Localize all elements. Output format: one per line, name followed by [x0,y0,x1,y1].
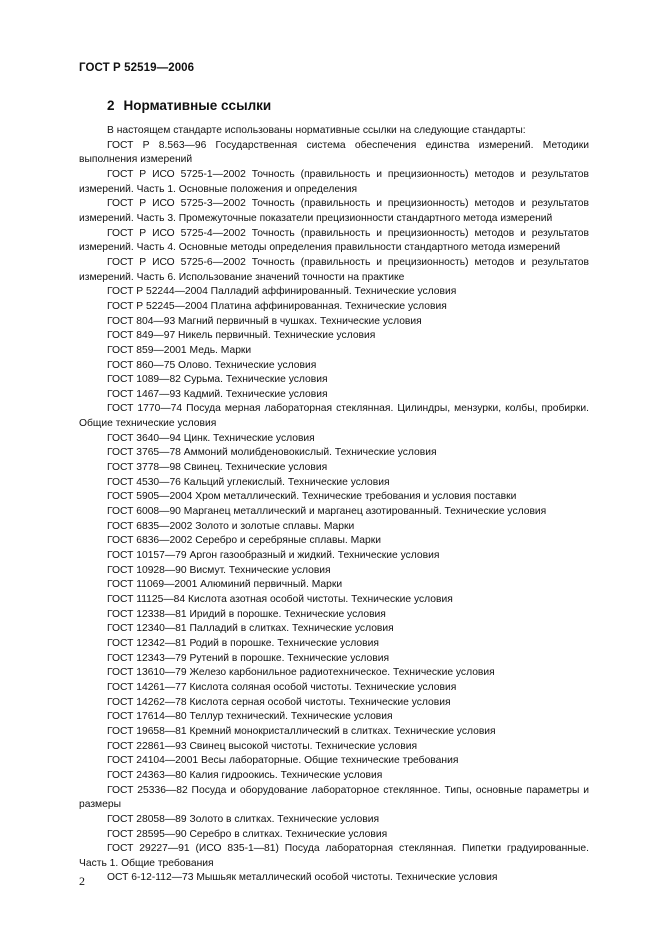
reference-item: ГОСТ 12340—81 Палладий в слитках. Технические условия [107,623,394,635]
reference-item: ГОСТ 24104—2001 Весы лабораторные. Общие технические требования [107,755,459,767]
reference-item: ГОСТ 860—75 Олово. Технические условия [107,359,317,371]
reference-item: ГОСТ 859—2001 Медь. Марки [107,344,252,356]
reference-item: ГОСТ Р ИСО 5725-1—2002 Точность (правильность и прецизионность) методов и результатов измерений. Часть 1. Основные положения и определения [79,168,589,195]
reference-item: ГОСТ Р ИСО 5725-6—2002 Точность (правильность и прецизионность) методов и результатов измерений. Часть 6. Использование значений точности на практике [79,256,589,283]
reference-item: ГОСТ 6008—90 Марганец металлический и марганец азотированный. Технические условия [107,506,547,518]
reference-item: ГОСТ 25336—82 Посуда и оборудование лабораторное стеклянное. Типы, основные параметры и размеры [79,784,589,811]
reference-item: ГОСТ Р ИСО 5725-3—2002 Точность (правильность и прецизионность) методов и результатов измерений. Часть 3. Промежуточные показатели прецизионности стандартного метода измерений [79,198,589,224]
intro-paragraph: В настоящем стандарте использованы нормативные ссылки на следующие стандарты: [107,125,526,136]
reference-item: ГОСТ 1770—74 Посуда мерная лабораторная стеклянная. Цилиндры, мензурки, колбы, пробирки. Общие технические условия [79,403,589,430]
reference-item: ГОСТ 11125—84 Кислота азотная особой чистоты. Технические условия [107,594,453,605]
reference-item: ГОСТ 6836—2002 Серебро и серебряные сплавы. Марки [107,535,381,547]
reference-item: ГОСТ 12342—81 Родий в порошке. Технические условия [107,637,379,649]
reference-item: ГОСТ 10157—79 Аргон газообразный и жидкий. Технические условия [107,550,440,562]
reference-item: ГОСТ Р ИСО 5725-4—2002 Точность (правильность и прецизионность) методов и результатов измерений. Часть 4. Основные методы определения правильности стандартного метода измерений [79,227,589,254]
reference-item: ГОСТ 14261—77 Кислота соляная особой чистоты. Технические условия [107,681,457,693]
references-body [79,124,589,886]
reference-item: ГОСТ 13610—79 Железо карбонильное радиотехническое. Технические условия [107,667,495,679]
reference-item: ГОСТ 5905—2004 Хром металлический. Технические требования и условия поставки [107,491,517,503]
reference-item: ГОСТ 22861—93 Свинец высокой чистоты. Технические условия [107,740,418,752]
document-header: ГОСТ Р 52519—2006 [79,62,195,74]
reference-item: ГОСТ 11069—2001 Алюминий первичный. Марки [107,579,343,591]
reference-item: ГОСТ 28595—90 Серебро в слитках. Технические условия [107,828,388,840]
section-heading [107,98,271,113]
section-title: Нормативные ссылки [123,98,272,113]
reference-item: ГОСТ 849—97 Никель первичный. Технические условия [107,330,376,342]
reference-item: ГОСТ 12338—81 Иридий в порошке. Технические условия [107,608,386,620]
section-number: 2 [107,98,115,113]
reference-item: ГОСТ 19658—81 Кремний монокристаллический в слитках. Технические условия [107,725,496,737]
reference-item: ГОСТ 10928—90 Висмут. Технические условия [107,564,331,576]
reference-item: ГОСТ 24363—80 Калия гидроокись. Технические условия [107,769,383,781]
reference-item: ГОСТ 1089—82 Сурьма. Технические условия [107,374,328,386]
reference-item: ГОСТ 14262—78 Кислота серная особой чистоты. Технические условия [107,696,451,708]
reference-item: ГОСТ 17614—80 Теллур технический. Технические условия [107,711,393,723]
reference-item: ГОСТ Р 52245—2004 Платина аффинированная. Технические условия [107,300,447,312]
reference-item: ГОСТ Р 8.563—96 Государственная система обеспечения единства измерений. Методики выполнения измерений [79,139,589,166]
reference-item: ГОСТ 3778—98 Свинец. Технические условия [107,462,328,474]
reference-list [79,139,589,886]
reference-item: ГОСТ 4530—76 Кальций углекислый. Технические условия [107,476,390,488]
reference-item: ГОСТ 6835—2002 Золото и золотые сплавы. Марки [107,520,355,532]
reference-item: ГОСТ 29227—91 (ИСО 835-1—81) Посуда лабораторная стеклянная. Пипетки градуированные. Часть 1. Общие требования [79,843,589,869]
reference-item: ГОСТ 804—93 Магний первичный в чушках. Технические условия [107,315,422,327]
reference-item: ГОСТ 1467—93 Кадмий. Технические условия [107,388,328,400]
reference-item: ГОСТ Р 52244—2004 Палладий аффинированный. Технические условия [107,286,457,298]
reference-item: ОСТ 6-12-112—73 Мышьяк металлический особой чистоты. Технические условия [107,872,498,884]
page-number: 2 [79,874,85,888]
reference-item: ГОСТ 3640—94 Цинк. Технические условия [107,432,315,444]
reference-item: ГОСТ 28058—89 Золото в слитках. Технические условия [107,813,380,825]
reference-item: ГОСТ 3765—78 Аммоний молибденовокислый. Технические условия [107,447,437,459]
reference-item: ГОСТ 12343—79 Рутений в порошке. Технические условия [107,652,390,664]
